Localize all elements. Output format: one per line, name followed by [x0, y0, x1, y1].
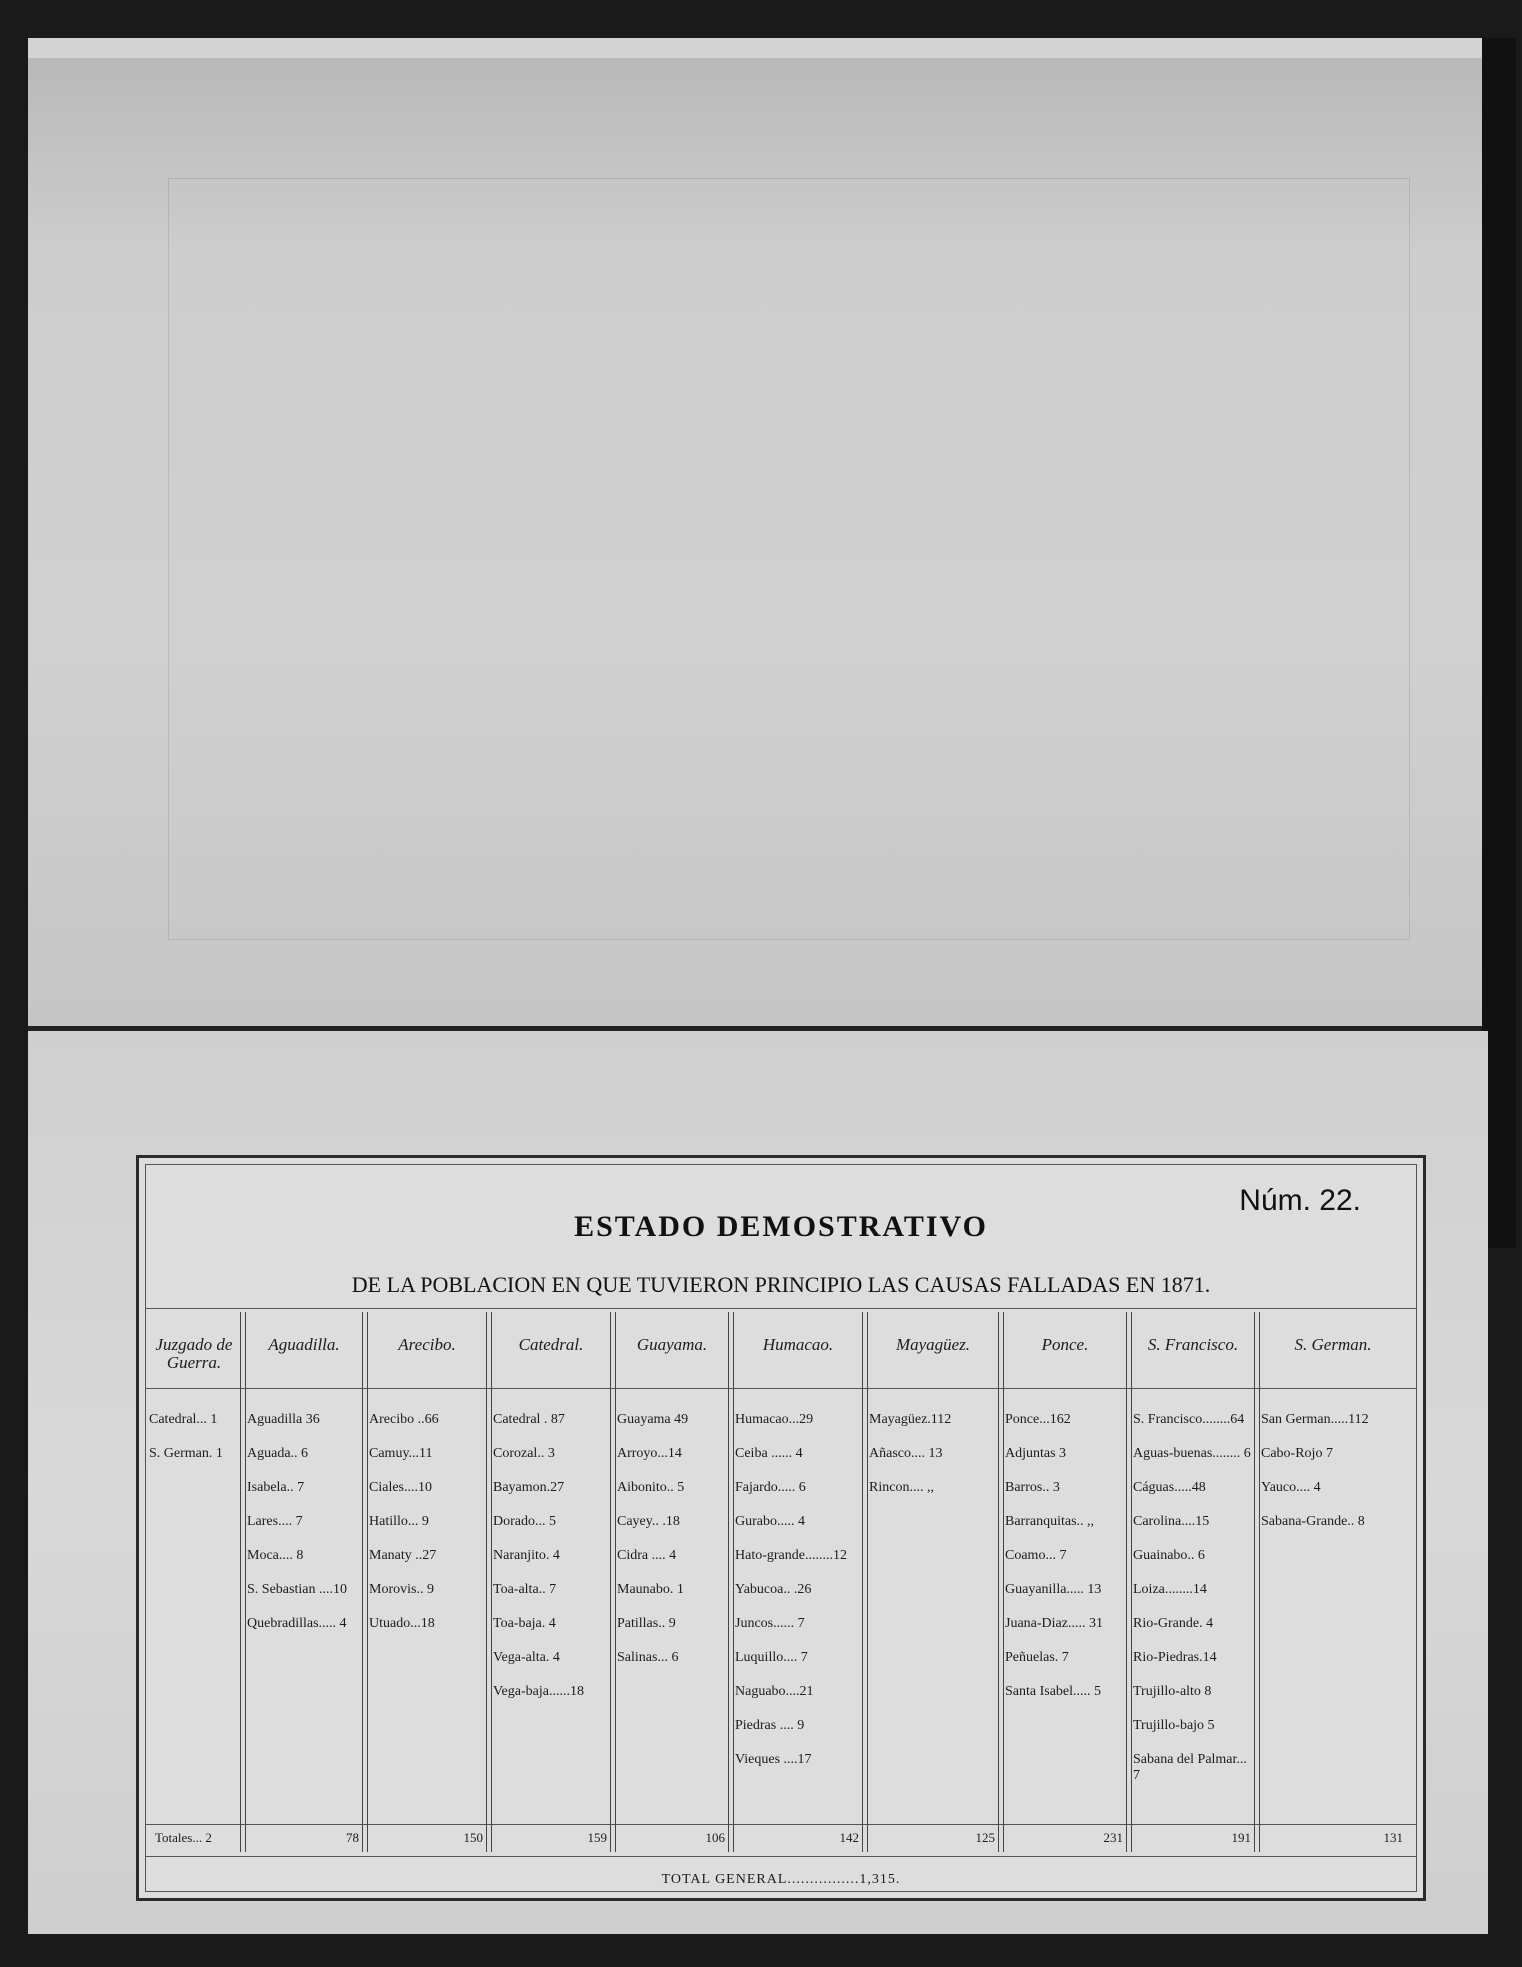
column-total: 191 [1231, 1830, 1251, 1845]
table-cell: Patillas.. 9 [617, 1616, 676, 1631]
column-total: 231 [1103, 1830, 1123, 1845]
table-column [365, 1312, 489, 1852]
table-cell: Hato-grande........12 [735, 1548, 847, 1563]
column-separator [1254, 1312, 1260, 1852]
table-cell: Coamo... 7 [1005, 1548, 1067, 1563]
column-separator [610, 1312, 616, 1852]
blank-upper-sheet [28, 58, 1488, 1031]
column-total: 150 [463, 1830, 483, 1845]
table-cell: Guainabo.. 6 [1133, 1548, 1205, 1563]
table-cell: Camuy...11 [369, 1446, 433, 1461]
table-cell: Cidra .... 4 [617, 1548, 677, 1563]
table-cell: Piedras .... 9 [735, 1718, 805, 1733]
table-cell: Ponce...162 [1005, 1412, 1071, 1427]
table-cell: Rio-Piedras.14 [1133, 1650, 1217, 1665]
column-total: 106 [705, 1830, 725, 1845]
table-column [145, 1312, 243, 1852]
column-header: Humacao. [762, 1335, 834, 1354]
table-cell: Mayagüez.112 [869, 1412, 952, 1427]
column-separator [362, 1312, 368, 1852]
table-cell: Cayey.. .18 [617, 1514, 680, 1529]
table-cell: Juana-Diaz..... 31 [1005, 1616, 1103, 1631]
document-title: ESTADO DEMOSTRATIVO [574, 1210, 988, 1243]
table-column [489, 1312, 613, 1852]
table-cell: Maunabo. 1 [617, 1582, 684, 1597]
table-cell: Naranjito. 4 [493, 1548, 560, 1563]
table-cell: Sabana del Palmar... 7 [1133, 1752, 1247, 1783]
table-cell: Ciales....10 [369, 1480, 432, 1495]
table-cell: S. German. 1 [149, 1446, 223, 1461]
table-cell: Gurabo..... 4 [735, 1514, 805, 1529]
table-cell: Hatillo... 9 [369, 1514, 429, 1529]
table-cell: Carolina....15 [1133, 1514, 1210, 1529]
table-cell: Aguada.. 6 [247, 1446, 309, 1461]
column-header: Arecibo. [398, 1335, 456, 1354]
table-cell: Arecibo ..66 [369, 1412, 439, 1427]
column-items [1261, 1412, 1403, 1548]
table-cell: Loiza........14 [1133, 1582, 1207, 1597]
column-header: Mayagüez. [895, 1335, 971, 1354]
column-items [869, 1412, 995, 1514]
column-header: Guayama. [636, 1335, 708, 1354]
table-cell: Toa-alta.. 7 [493, 1582, 557, 1597]
table-column [1001, 1312, 1129, 1852]
column-separator [862, 1312, 868, 1852]
column-separator [998, 1312, 1004, 1852]
table-column [1129, 1312, 1257, 1852]
table-cell: Yabucoa.. .26 [735, 1582, 812, 1597]
column-items [149, 1412, 237, 1480]
table-cell: Cabo-Rojo 7 [1261, 1446, 1333, 1461]
table-cell: Naguabo....21 [735, 1684, 814, 1699]
column-total: 125 [975, 1830, 995, 1845]
table-cell: Catedral . 87 [493, 1412, 565, 1427]
table-cell: Yauco.... 4 [1261, 1480, 1321, 1495]
table-cell: Quebradillas..... 4 [247, 1616, 347, 1631]
table-cell: Vega-baja......18 [493, 1684, 584, 1699]
statistics-table [136, 1155, 1426, 1901]
column-items [1133, 1412, 1251, 1790]
table-cell: S. Sebastian ....10 [247, 1582, 347, 1597]
column-separator [728, 1312, 734, 1852]
table-cell: Isabela.. 7 [247, 1480, 305, 1495]
table-column [243, 1312, 365, 1852]
table-cell: Fajardo..... 6 [735, 1480, 806, 1495]
column-total: 142 [839, 1830, 859, 1845]
table-cell: Rio-Grande. 4 [1133, 1616, 1214, 1631]
table-cell: Catedral... 1 [149, 1412, 218, 1427]
table-cell: Moca.... 8 [247, 1548, 304, 1563]
table-cell: Trujillo-alto 8 [1133, 1684, 1212, 1699]
table-cell: Arroyo...14 [617, 1446, 682, 1461]
column-header: Catedral. [518, 1335, 584, 1354]
table-cell: Ceiba ...... 4 [735, 1446, 803, 1461]
column-header: S. German. [1294, 1335, 1372, 1354]
table-column [865, 1312, 1001, 1852]
table-cell: S. Francisco........64 [1133, 1412, 1245, 1427]
table-cell: Salinas... 6 [617, 1650, 679, 1665]
table-column [731, 1312, 865, 1852]
table-cell: Trujillo-bajo 5 [1133, 1718, 1215, 1733]
table-cell: Adjuntas 3 [1005, 1446, 1067, 1461]
table-cell: Cáguas.....48 [1133, 1480, 1206, 1495]
table-cell: Manaty ..27 [369, 1548, 437, 1563]
table-cell: Santa Isabel..... 5 [1005, 1684, 1102, 1699]
document-number: Núm. 22. [1239, 1184, 1361, 1217]
table-cell: Aguadilla 36 [247, 1412, 320, 1427]
column-header: S. Francisco. [1147, 1335, 1239, 1354]
table-cell: Añasco.... 13 [869, 1446, 943, 1461]
table-cell: Aguas-buenas........ 6 [1133, 1446, 1251, 1461]
column-total: 131 [1383, 1830, 1403, 1845]
column-separator [1126, 1312, 1132, 1852]
table-cell: Toa-baja. 4 [493, 1616, 556, 1631]
column-items [247, 1412, 359, 1650]
table-cell: Guayanilla..... 13 [1005, 1582, 1102, 1597]
table-cell: San German.....112 [1261, 1412, 1369, 1427]
grand-total-rule [145, 1856, 1417, 1857]
table-cell: Guayama 49 [617, 1412, 689, 1427]
totals-label: Totales... 2 [155, 1830, 212, 1845]
table-column [613, 1312, 731, 1852]
table-cell: Barranquitas.. ,, [1005, 1514, 1095, 1529]
photographed-page [28, 38, 1488, 1934]
document-subtitle: DE LA POBLACION EN QUE TUVIERON PRINCIPIO LAS CAUSAS FALLADAS EN 1871. [351, 1272, 1211, 1297]
column-items [617, 1412, 725, 1684]
column-total: 159 [587, 1830, 607, 1845]
table-cell: Bayamon.27 [493, 1480, 565, 1495]
table-cell: Peñuelas. 7 [1005, 1650, 1069, 1665]
table-cell: Rincon.... ,, [869, 1480, 934, 1495]
table-cell: Vieques ....17 [735, 1752, 812, 1767]
table-cell: Lares.... 7 [247, 1514, 303, 1529]
header-rule [145, 1308, 1417, 1309]
column-items [369, 1412, 483, 1650]
grand-total: TOTAL GENERAL................1,315. [661, 1872, 901, 1887]
table-cell: Humacao...29 [735, 1412, 814, 1427]
column-separator [486, 1312, 492, 1852]
column-separator [240, 1312, 246, 1852]
table-cell: Vega-alta. 4 [493, 1650, 560, 1665]
column-total: 78 [346, 1830, 359, 1845]
table-cell: Morovis.. 9 [369, 1582, 434, 1597]
column-header: Aguadilla. [268, 1335, 340, 1354]
table-cell: Juncos...... 7 [735, 1616, 805, 1631]
table-cell: Sabana-Grande.. 8 [1261, 1514, 1365, 1529]
column-items [493, 1412, 607, 1718]
column-items [1005, 1412, 1123, 1718]
column-items [735, 1412, 859, 1786]
table-column [1257, 1312, 1409, 1852]
table-cell: Dorado... 5 [493, 1514, 556, 1529]
table-cell: Barros.. 3 [1005, 1480, 1060, 1495]
column-header: Ponce. [1041, 1335, 1089, 1354]
table-cell: Luquillo.... 7 [735, 1650, 808, 1665]
table-cell: Corozal.. 3 [493, 1446, 555, 1461]
bleed-through-frame [168, 178, 1410, 940]
table-cell: Utuado...18 [369, 1616, 435, 1631]
table-cell: Aibonito.. 5 [617, 1480, 685, 1495]
column-header: Juzgado de Guerra. [155, 1335, 233, 1372]
